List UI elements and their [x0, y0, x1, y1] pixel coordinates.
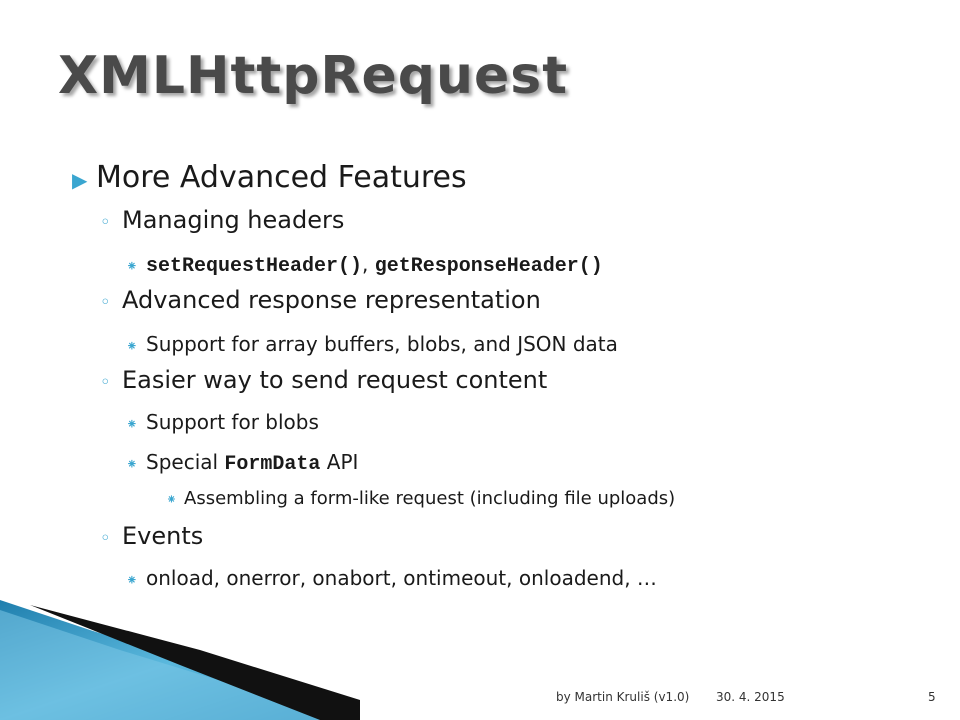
ring-icon: ◦ [100, 212, 111, 233]
dot-star-icon: ⁕ [126, 573, 138, 589]
ring-icon: ◦ [100, 372, 111, 393]
bullet-text: Advanced response representation [122, 286, 541, 314]
slide-title: XMLHttpRequest [58, 46, 569, 106]
bullet-text: Assembling a form-like request (including file uploads) [184, 488, 676, 509]
bullet-text-post: API [320, 450, 359, 474]
footer-page-number: 5 [928, 690, 936, 704]
bullet-advanced-response [100, 286, 541, 314]
triangle-right-icon: ▶ [72, 168, 88, 192]
dot-star-icon: ⁕ [126, 417, 138, 433]
bullet-header-methods [126, 252, 603, 278]
bullet-text: Easier way to send request content [122, 366, 548, 394]
footer-date: 30. 4. 2015 [716, 690, 785, 704]
bullet-text: Managing headers [122, 206, 345, 234]
bullet-assembling-form [166, 488, 675, 509]
corner-wave-dark [30, 605, 360, 720]
footer-author: by Martin Kruliš (v1.0) [556, 690, 690, 704]
bullet-support-blobs [126, 410, 319, 434]
corner-wave-blue [0, 600, 360, 720]
bullet-events [100, 522, 203, 550]
dot-star-icon: ⁕ [126, 457, 138, 473]
bullet-text: Support for array buffers, blobs, and JSON data [146, 332, 618, 356]
corner-wave-light [0, 610, 330, 720]
bullet-special-formdata [126, 450, 358, 476]
bullet-support-array-buffers [126, 332, 618, 356]
bullet-text-pre: Special [146, 450, 225, 474]
ring-icon: ◦ [100, 528, 111, 549]
code-set-request-header: setRequestHeader() [146, 255, 363, 278]
code-formdata: FormData [224, 453, 321, 476]
bullet-text: More Advanced Features [96, 160, 467, 195]
bullet-text: onload, onerror, onabort, ontimeout, onloadend, … [146, 566, 657, 590]
bullet-event-names [126, 566, 657, 590]
bullet-more-advanced-features [72, 160, 467, 195]
code-get-response-header: getResponseHeader() [374, 255, 603, 278]
dot-star-icon: ⁕ [126, 259, 138, 275]
ring-icon: ◦ [100, 292, 111, 313]
separator: , [362, 252, 375, 276]
bullet-text: Support for blobs [146, 410, 319, 434]
dot-star-icon: ⁕ [126, 339, 138, 355]
bullet-managing-headers [100, 206, 344, 234]
dot-star-icon: ⁕ [166, 493, 177, 508]
bullet-text: Events [122, 522, 204, 550]
bullet-easier-send [100, 366, 547, 394]
